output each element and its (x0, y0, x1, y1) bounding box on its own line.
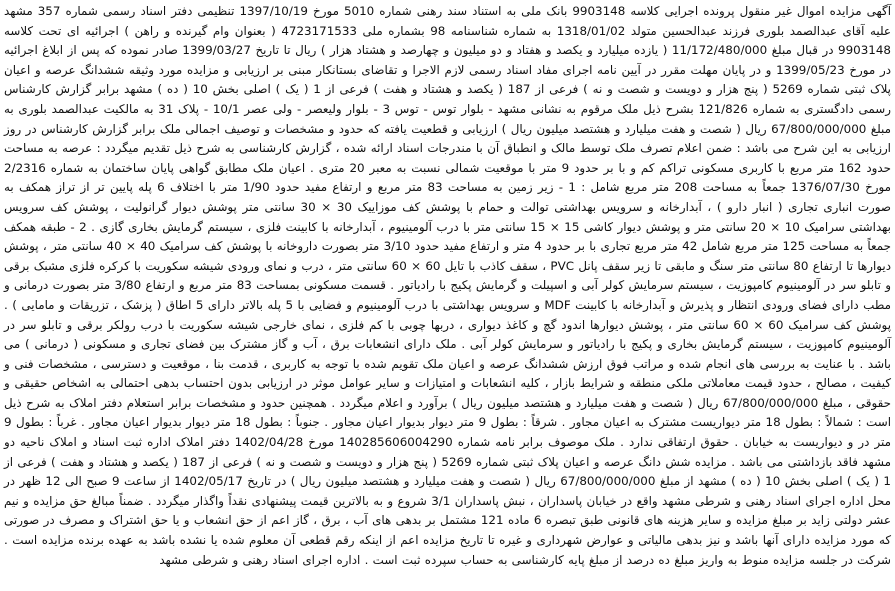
notice-body-text: آگهی مزایده اموال غیر منقول پرونده اجرایی کلاسه 9903148 بانک ملی به استناد سند رهنی شماره 5010 مورخ 1397/10/19 تنظیمی دفتر اسناد رسمی شماره 357 مشهد علیه آقای عبدالصمد بلوری فرزند عبدالحسین متولد 1318/01/02 به شماره شناسنامه 98 بشماره ملی 4723171533 ( بعنوان وام گیرنده و راهن ) اجرائیه ای تحت کلاسه 9903148 در قبال مبلغ 11/172/480/000 ( یازده میلیارد و یکصد و هفتاد و دو میلیون و چهارصد و هشتاد هزار ) ریال تا تاریخ 1399/03/27 صادر نموده که پس از ابلاغ اجرائیه در مورخ 1399/05/23 و در پایان مهلت مقرر در آیین نامه اجرای مفاد اسناد رسمی لازم الاجرا و تقاضای بستانکار مبنی بر ارزیابی و مزایده مورد وثیقه ششدانگ عرصه و اعیان پلاک ثبتی شماره 5269 ( پنج هزار و دویست و شصت و نه ) فرعی از 187 ( یکصد و هشتاد و هفت ) فرعی از 1 ( یک ) اصلی بخش 10 ( ده ) مشهد برابر گزارش کارشناس رسمی دادگستری به شماره 121/826 بشرح ذیل ملک مرقوم به نشانی مشهد - بلوار توس - توس 3 - بلوار ولیعصر - ولی عصر 10/1 - پلاک 31 به مالکیت عبدالصمد بلوری به مبلغ 67/800/000/000 ریال ( شصت و هفت میلیارد و هشتصد میلیون ریال ) ارزیابی و قطعیت یافته که حدود و مشخصات و توصیف اجمالی ملک برابر گزارش کارشناس در روز ارزیابی به این شرح می باشد : ضمن اعلام تصرف ملک توسط مالک و انطباق آن با مندرجات اسناد ارائه شده ، گزارش کارشناسی به شرح ذیل تقدیم میگردد : عرصه به مساحت حدود 162 متر مربع با کاربری مسکونی تراکم کم و با بر حدود 9 متر با موقعیت شمالی نسبت به معبر 20 متری . اعیان ملک مطابق گواهی پایان ساختمان به شماره 2/2316 مورخ 1376/07/30 جمعاً به مساحت 208 متر مربع شامل : 1 - زیر زمین به مساحت 83 متر مربع و ارتفاع مفید حدود 1/90 متر با اختلاف 6 پله پایین تر از تراز همکف به صورت انباری تجاری ( انبار دارو ) ، آبدارخانه و سرویس بهداشتی توالت و حمام با پوشش کف موزاییک 30 × 30 سانتی متر پوشش دیوار گرانولیت ، پوشش کف سرویس بهداشتی سرامیک 10 × 20 سانتی متر و پوشش دیوار کاشی 15 × 15 سانتی متر با درب آلومینیوم ، آبدارخانه با کابینت فلزی ، سیستم گرمایش بخاری گازی . 2 - طبقه همکف جمعاً به مساحت 125 متر مربع شامل 42 متر مربع تجاری با بر حدود 4 متر و ارتفاع مفید حدود 3/10 متر بصورت داروخانه با پوشش کف سرامیک 40 × 40 سانتی متر ، پوشش دیوارها تا ارتفاع 80 سانتی متر سنگ و مابقی تا زیر سقف پانل PVC ، سقف کاذب با تایل 60 × 60 سانتی متر ، درب و نمای ورودی شیشه سکوریت با کرکره فلزی مشبک برقی و تابلو سر در آلومینیوم کامپوزیت ، سیستم سرمایش کولر آبی و اسپیلت و گرمایش پکیج با رادیاتور . قسمت مسکونی بمساحت 83 متر مربع و ارتفاع 3/80 متر بصورت درمانی و مطب دارای فضای ورودی انتظار و پذیرش و آبدارخانه با کابینت MDF و سرویس بهداشتی با درب آلومینیوم و فضایی با 5 پله بالاتر دارای 5 اطاق ( پزشک ، تزریقات و مامایی ) . پوشش کف سرامیک 60 × 60 سانتی متر ، پوشش دیوارها اندود گچ و کاغذ دیواری ، دربها چوبی با کم فلزی ، نمای خارجی شیشه سکوریت با درب رولکر برقی و تابلو سر در آلومینیوم کامپوزیت ، سیستم گرمایش بخاری و پکیج با رادیاتور و سرمایش کولر آبی . ملک دارای انشعابات برق ، آب و گاز مشترک بین فضای تجاری و مسکونی ( درمانی ) می باشد . با عنایت به بررسی های انجام شده و مراتب فوق ارزش ششدانگ عرصه و اعیان ملک تقویم شده با توجه به کاربری ، قدمت بنا ، موقعیت و دسترسی ، مشخصات فنی و کیفیت ، مصالح ، حدود قیمت معاملاتی ملکی منطقه و شرایط بازار ، کلیه انشعابات و امتیازات و سایر عوامل موثر در ارزیابی بدون احتساب بدهی احتمالی به اشخاص حقیقی و حقوقی ، مبلغ 67/800/000/000 ریال ( شصت و هفت میلیارد و هشتصد میلیون ریال ) برآورد و اعلام میگردد . همچنین حدود و مشخصات برابر استعلام دفتر املاک به شرح ذیل است : شمالاً : بطول 18 متر دیواریست مشترک به اعیان مجاور . شرقاً : بطول 9 متر دیوار بدیوار اعیان مجاور . جنوباً : بطول 18 متر دیوار بدیوار اعیان مجاور . غرباً : بطول 9 متر در و دیواریست به خیابان . حقوق ارتفاقی ندارد . ملک موصوف برابر نامه شماره 140285606004290 مورخ 1402/04/28 دفتر املاک اداره ثبت اسناد و املاک ناحیه دو مشهد فاقد بازداشتی می باشد . مزایده شش دانگ عرصه و اعیان پلاک ثبتی شماره 5269 ( پنج هزار و دویست و شصت و نه ) فرعی از 187 ( یکصد و هشتاد و هفت ) فرعی از 1 ( یک ) اصلی بخش 10 ( ده ) مشهد از مبلغ 67/800/000/000 ریال ( شصت و هفت میلیارد و هشتصد میلیون ریال ) در تاریخ 1402/05/17 از ساعت 9 صبح الی 12 ظهر در محل اداره اجرای اسناد رهنی و شرطی مشهد واقع در خیابان پاسداران ، نبش پاسداران 3/1 شروع و به بالاترین قیمت پیشنهادی نقداً واگذار میگردد . ضمناً مبالغ حق مزایده و نیم عشر دولتی زاید بر مبلغ مزایده و سایر هزینه های قانونی طبق تبصره 6 ماده 121 مشتمل بر بدهی های آب ، برق ، گاز اعم از حق انشعاب و یا حق اشتراک و مصرف در صورتی که مورد مزایده دارای آنها باشد و نیز بدهی مالیاتی و عوارض شهرداری و غیره تا تاریخ مزایده اعم از اینکه رقم قطعی آن معلوم شده یا نشده باشد به عهده برنده مزایده است . شرکت در جلسه مزایده منوط به واریز مبلغ ده درصد از مبلغ پایه کارشناسی به حساب سپرده ثبت است . اداره اجرای اسناد رهنی و شرطی مشهد (4, 4, 892, 567)
